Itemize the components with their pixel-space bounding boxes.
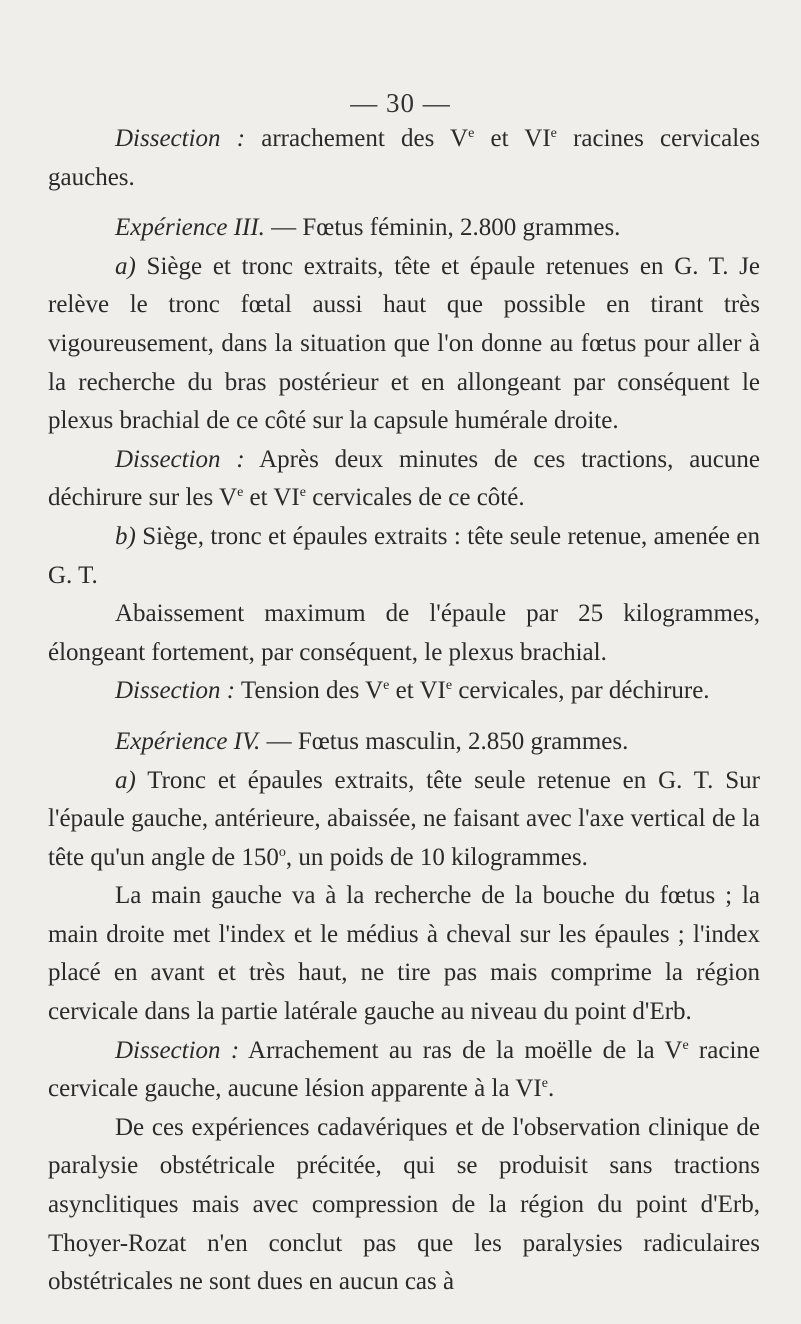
item-label-a: a)	[115, 252, 136, 280]
dissection-label: Dissection :	[115, 445, 245, 473]
paragraph-main-gauche: La main gauche va à la recherche de la bouche du fœtus ; la main droite met l'index et le médius à cheval sur les épaules ; l'index placé en avant et très haut, ne tire pas mais comprime la région cervicale dans la partie latérale gauche au niveau du point d'Erb.	[48, 882, 760, 1026]
page-number: — 30 —	[350, 88, 451, 118]
paragraph-experience-3: Expérience III. — Fœtus féminin, 2.800 grammes.	[115, 214, 621, 242]
dissection-label: Dissection :	[115, 677, 236, 705]
paragraph-dissection-3: Dissection : Tension des Ve et VIe cervicales, par déchirure.	[115, 677, 710, 705]
paragraph-dissection-4: Dissection : Arrachement au ras de la moëlle de la Ve racine cervicale gauche, aucune lésion apparente à la VIe.	[48, 1036, 760, 1103]
body-text	[48, 120, 760, 1302]
paragraph-exp3-a: a) Siège et tronc extraits, tête et épaule retenues en G. T. Je relève le tronc fœtal aussi haut que possible en tirant très vigoureusement, dans la situation que l'on donne au fœtus pour aller à la recherche du bras postérieur et en allongeant par conséquent le plexus brachial de ce côté sur la capsule humérale droite.	[48, 252, 760, 435]
paragraph-exp3-b: b) Siège, tronc et épaules extraits : tête seule retenue, amenée en G. T.	[48, 522, 760, 589]
item-label-b: b)	[115, 522, 136, 550]
experience-label: Expérience III.	[115, 214, 265, 242]
item-label-a: a)	[115, 766, 136, 794]
paragraph-dissection-1: Dissection : arrachement des Ve et VIe racines cervicales gauches.	[48, 125, 760, 191]
paragraph-abaissement: Abaissement maximum de l'épaule par 25 kilogrammes, élongeant fortement, par conséquent, le plexus brachial.	[48, 600, 760, 666]
paragraph-exp4-a: a) Tronc et épaules extraits, tête seule retenue en G. T. Sur l'épaule gauche, antérieure, abaissée, ne faisant avec l'axe vertical de la tête qu'un angle de 150$^o$, un poids de 10 kilogrammes.	[48, 766, 760, 871]
paragraph-conclusion: De ces expériences cadavériques et de l'observation clinique de paralysie obstétricale précitée, qui se produisit sans tractions asynclitiques mais avec compression de la région du point d'Erb, Thoyer-Rozat n'en conclut pas que les paralysies radiculaires obstétricales ne sont dues en aucun cas à	[48, 1113, 760, 1296]
paragraph-experience-4: Expérience IV. — Fœtus masculin, 2.850 grammes.	[115, 727, 629, 755]
dissection-label: Dissection :	[115, 1036, 240, 1064]
paragraph-dissection-2: Dissection : Après deux minutes de ces tractions, aucune déchirure sur les Ve et VIe cervicales de ce côté.	[48, 445, 760, 512]
dissection-label: Dissection :	[115, 125, 246, 152]
experience-label: Expérience IV.	[115, 727, 261, 755]
